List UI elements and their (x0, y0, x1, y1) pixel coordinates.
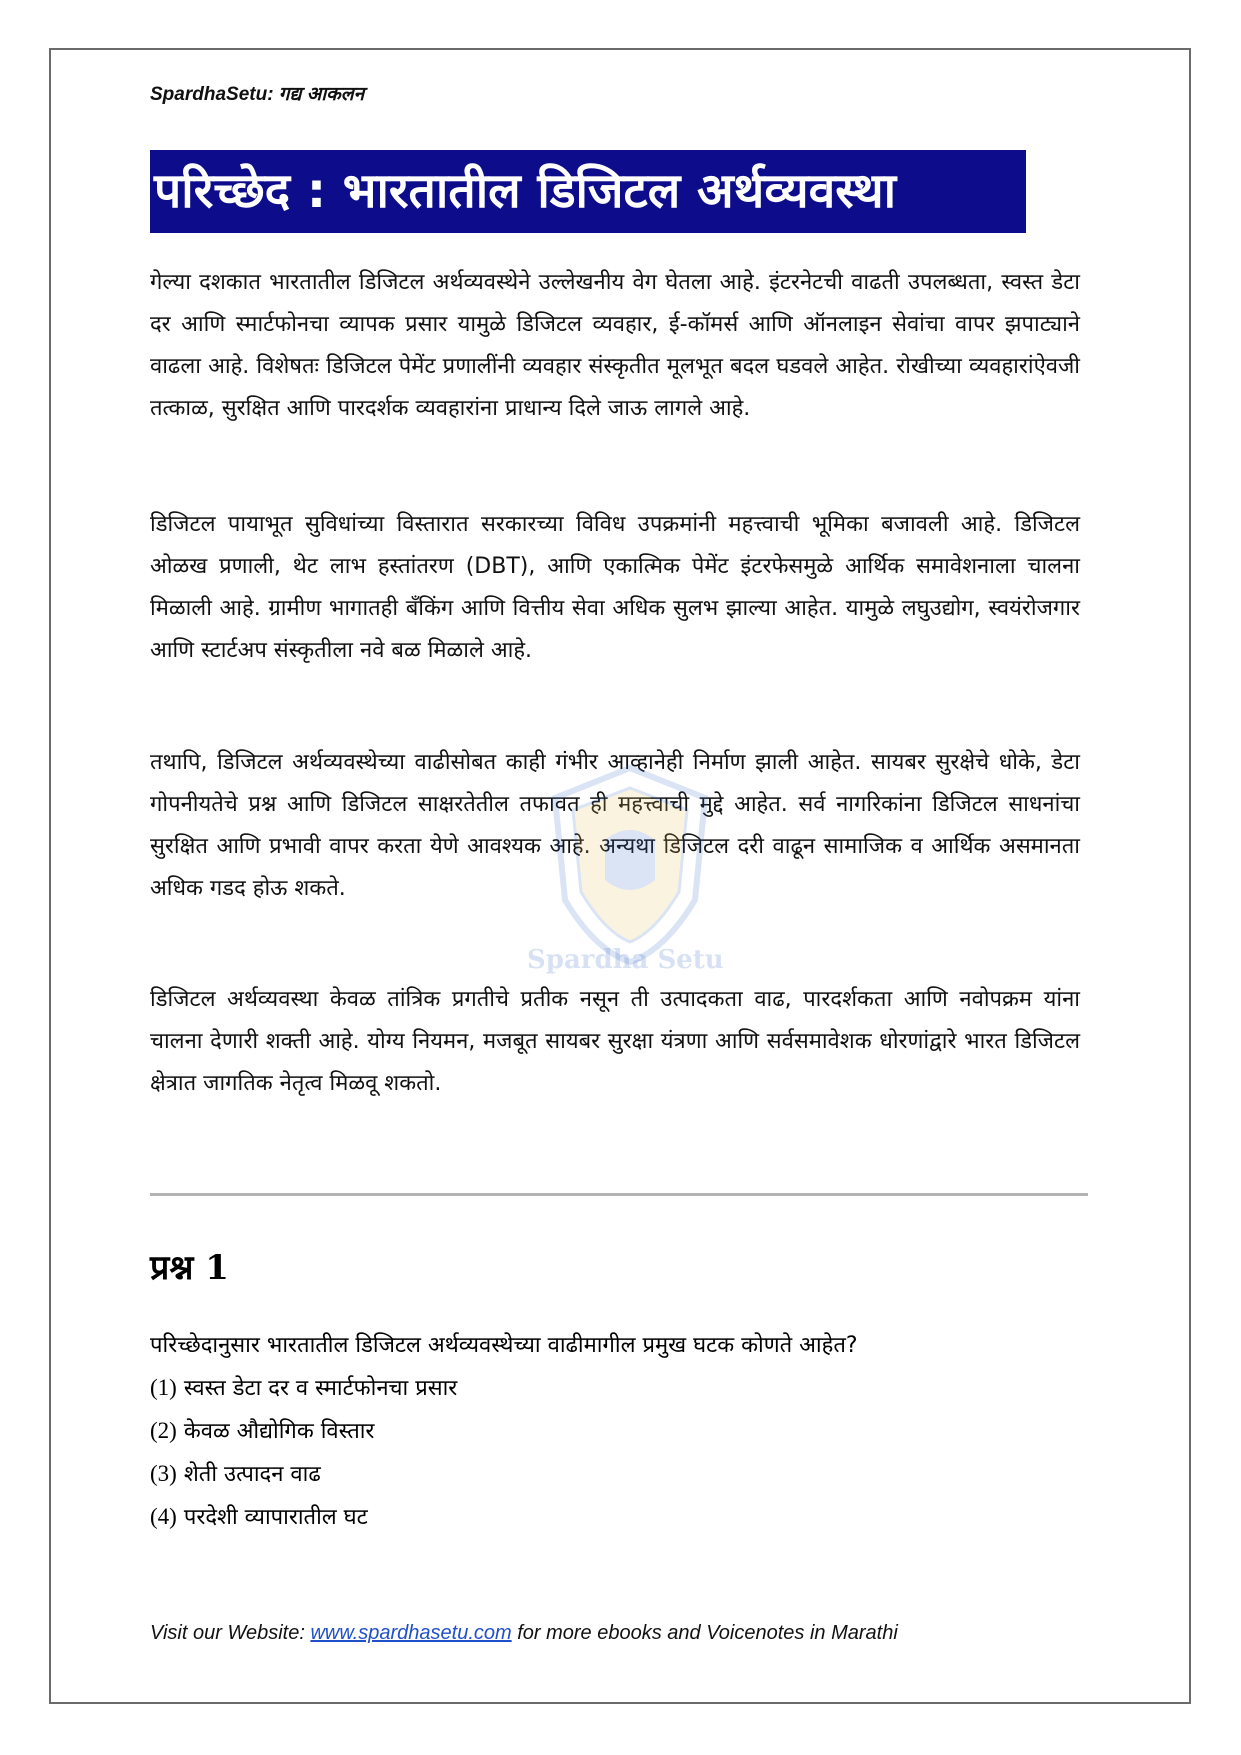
question-heading: प्रश्न 1 (150, 1248, 229, 1288)
option-label: स्वस्त डेटा दर व स्मार्टफोनचा प्रसार (183, 1376, 458, 1401)
watermark-text: Spardha Setu (527, 945, 724, 975)
footer-prefix: Visit our Website: (150, 1622, 311, 1644)
option-number: (2) (150, 1418, 177, 1443)
question-text: परिच्छेदानुसार भारतातील डिजिटल अर्थव्यवस्थेच्या वाढीमागील प्रमुख घटक कोणते आहेत? (150, 1333, 858, 1358)
paragraph-1: गेल्या दशकात भारतातील डिजिटल अर्थव्यवस्थेने उल्लेखनीय वेग घेतला आहे. इंटरनेटची वाढती उपलब्धता, स्वस्त डेटा दर आणि स्मार्टफोनचा व्यापक प्रसार यामुळे डिजिटल व्यवहार, ई-कॉमर्स आणि ऑनलाइन सेवांचा वापर झपाट्याने वाढला आहे. विशेषतः डिजिटल पेमेंट प्रणालींनी व्यवहार संस्कृतीत मूलभूत बदल घडवले आहेत. रोखीच्या व्यवहारांऐवजी तत्काळ, सुरक्षित आणि पारदर्शक व्यवहारांना प्राधान्य दिले जाऊ लागले आहे. (150, 270, 1080, 421)
passage-title: परिच्छेद : भारतातील डिजिटल अर्थव्यवस्था (150, 150, 1026, 233)
answer-options (150, 1367, 457, 1539)
paragraph-4: डिजिटल अर्थव्यवस्था केवळ तांत्रिक प्रगतीचे प्रतीक नसून ती उत्पादकता वाढ, पारदर्शकता आणि नवोपक्रम यांना चालना देणारी शक्ती आहे. योग्य नियमन, मजबूत सायबर सुरक्षा यंत्रणा आणि सर्वसमावेशक धोरणांद्वारे भारत डिजिटल क्षेत्रात जागतिक नेतृत्व मिळवू शकतो. (150, 987, 1080, 1096)
option-label: शेती उत्पादन वाढ (183, 1462, 321, 1487)
option-number: (3) (150, 1461, 177, 1486)
option-label: केवळ औद्योगिक विस्तार (183, 1419, 375, 1444)
option-3[interactable] (150, 1453, 457, 1496)
paragraph-2: डिजिटल पायाभूत सुविधांच्या विस्तारात सरकारच्या विविध उपक्रमांनी महत्त्वाची भूमिका बजावली आहे. डिजिटल ओळख प्रणाली, थेट लाभ हस्तांतरण (DBT), आणि एकात्मिक पेमेंट इंटरफेसमुळे आर्थिक समावेशनाला चालना मिळाली आहे. ग्रामीण भागातही बँकिंग आणि वित्तीय सेवा अधिक सुलभ झाल्या आहेत. यामुळे लघुउद्योग, स्वयंरोजगार आणि स्टार्टअप संस्कृतीला नवे बळ मिळाले आहे. (150, 512, 1080, 663)
option-2[interactable] (150, 1410, 457, 1453)
footer (150, 1622, 898, 1645)
option-4[interactable] (150, 1496, 457, 1539)
option-number: (4) (150, 1504, 177, 1529)
option-label: परदेशी व्यापारातील घट (183, 1505, 368, 1530)
website-link[interactable]: www.spardhasetu.com (310, 1622, 512, 1644)
option-1[interactable] (150, 1367, 457, 1410)
section-divider (150, 1193, 1088, 1196)
paragraph-3: तथापि, डिजिटल अर्थव्यवस्थेच्या वाढीसोबत काही गंभीर आव्हानेही निर्माण झाली आहेत. सायबर सुरक्षेचे धोके, डेटा गोपनीयतेचे प्रश्न आणि डिजिटल साक्षरतेतील तफावत ही महत्त्वाची मुद्दे आहेत. सर्व नागरिकांना डिजिटल साधनांचा सुरक्षित आणि प्रभावी वापर करता येणे आवश्यक आहे. अन्यथा डिजिटल दरी वाढून सामाजिक व आर्थिक असमानता अधिक गडद होऊ शकते. (150, 750, 1080, 901)
option-number: (1) (150, 1375, 177, 1400)
footer-suffix: for more ebooks and Voicenotes in Marathi (511, 1622, 898, 1644)
header-brand-line: SpardhaSetu: गद्य आकलन (150, 84, 365, 105)
